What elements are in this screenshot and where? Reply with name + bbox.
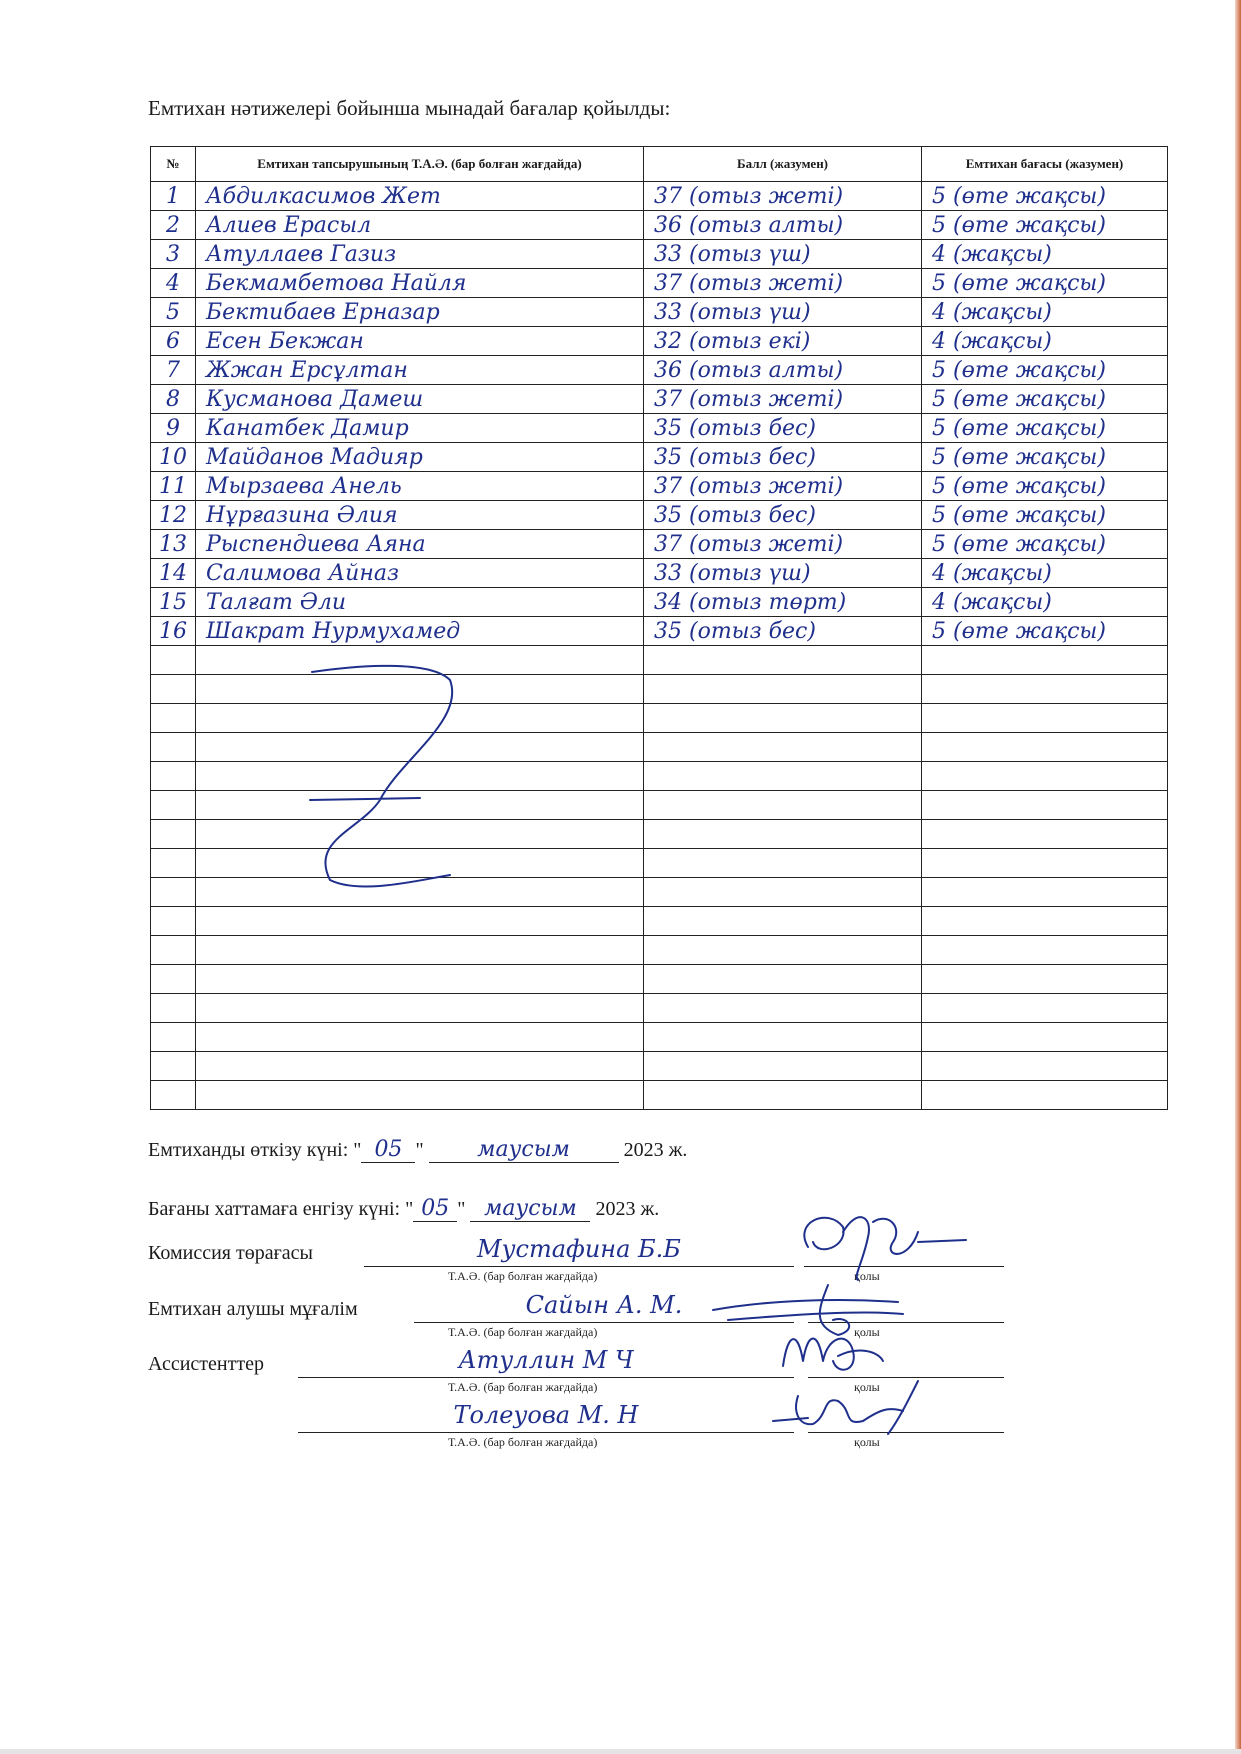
assistant2-signature-row [148,1398,1148,1458]
chair-name-caption: Т.А.Ә. (бар болған жағдайда) [448,1269,598,1283]
row-score-cell: 33 (отыз үш) [644,559,922,588]
row-grade-cell [922,1023,1168,1052]
row-name-cell: Жжан Ерсұлтан [196,356,644,385]
exam-date-year: 2023 ж. [623,1139,688,1161]
row-name-cell: Канатбек Дамир [196,414,644,443]
row-grade-cell [922,675,1168,704]
row-score-cell: 32 (отыз екі) [644,327,922,356]
row-no-cell: 9 [151,414,196,443]
row-no-cell [151,965,196,994]
row-no-cell: 15 [151,588,196,617]
row-grade-cell [922,878,1168,907]
row-score-cell: 35 (отыз бес) [644,414,922,443]
row-score-cell [644,1052,922,1081]
row-no-cell: 11 [151,472,196,501]
row-name-cell [196,1052,644,1081]
row-name-cell: Кусманова Дамеш [196,385,644,414]
row-no-cell: 14 [151,559,196,588]
row-grade-cell: 5 (өте жақсы) [922,182,1168,211]
row-score-cell [644,1023,922,1052]
row-no-cell [151,675,196,704]
exam-date-line [148,1138,687,1163]
assistant1-name-caption: Т.А.Ә. (бар болған жағдайда) [448,1380,598,1394]
row-no-cell [151,878,196,907]
row-grade-cell: 5 (өте жақсы) [922,530,1168,559]
entry-date-label: Бағаны хаттамаға енгізу күні: " [148,1198,414,1220]
row-grade-cell [922,994,1168,1023]
row-no-cell [151,733,196,762]
row-score-cell: 36 (отыз алты) [644,356,922,385]
exam-date-label: Емтиханды өткізу күні: " [148,1139,362,1161]
table-header-row [151,147,1168,182]
row-score-cell [644,646,922,675]
row-no-cell [151,820,196,849]
table-row [151,327,1168,356]
exam-date-month: маусым [429,1138,619,1163]
row-grade-cell: 4 (жақсы) [922,298,1168,327]
results-table [150,146,1168,1110]
row-grade-cell: 5 (өте жақсы) [922,501,1168,530]
row-no-cell: 12 [151,501,196,530]
row-score-cell: 37 (отыз жеті) [644,385,922,414]
table-row [151,1023,1168,1052]
row-grade-cell [922,849,1168,878]
intro-text: Емтихан нәтижелері бойынша мынадай бағалар қойылды: [148,96,671,120]
row-score-cell: 35 (отыз бес) [644,443,922,472]
table-row [151,298,1168,327]
table-row [151,530,1168,559]
exam-date-day: 05 [361,1138,415,1163]
row-no-cell: 10 [151,443,196,472]
cancellation-scribble [300,660,460,890]
row-grade-cell: 5 (өте жақсы) [922,443,1168,472]
table-row [151,182,1168,211]
table-row [151,501,1168,530]
assistant2-name: Толеуова М. Н [298,1398,794,1433]
row-grade-cell: 4 (жақсы) [922,327,1168,356]
row-grade-cell: 5 (өте жақсы) [922,472,1168,501]
table-row [151,356,1168,385]
examiner-sign-caption: қолы [854,1325,880,1339]
table-body [151,182,1168,1110]
row-score-cell: 37 (отыз жеті) [644,530,922,559]
row-name-cell: Бекмамбетова Найля [196,269,644,298]
row-no-cell: 2 [151,211,196,240]
row-grade-cell [922,907,1168,936]
row-name-cell: Шакрат Нурмухамед [196,617,644,646]
row-no-cell [151,1081,196,1110]
row-grade-cell [922,733,1168,762]
row-grade-cell [922,1052,1168,1081]
row-no-cell [151,994,196,1023]
page-edge-right [1235,0,1241,1754]
row-no-cell: 4 [151,269,196,298]
row-grade-cell: 4 (жақсы) [922,559,1168,588]
row-no-cell: 1 [151,182,196,211]
examiner-label: Емтихан алушы мұғалім [148,1298,358,1320]
row-grade-cell [922,965,1168,994]
row-score-cell: 33 (отыз үш) [644,298,922,327]
row-name-cell [196,994,644,1023]
entry-date-line [148,1197,659,1222]
table-row [151,965,1168,994]
row-score-cell [644,936,922,965]
entry-date-day: 05 [413,1197,457,1222]
row-score-cell [644,1081,922,1110]
assistant2-name-caption: Т.А.Ә. (бар болған жағдайда) [448,1435,598,1449]
row-grade-cell [922,704,1168,733]
row-score-cell: 35 (отыз бес) [644,501,922,530]
row-no-cell: 3 [151,240,196,269]
chair-sign-caption: қолы [854,1269,880,1283]
exam-date-sep: " [415,1139,424,1161]
row-name-cell: Бектибаев Ерназар [196,298,644,327]
row-name-cell: Рыспендиева Аяна [196,530,644,559]
row-name-cell: Майданов Мадияр [196,443,644,472]
assistant1-signature-row [148,1343,1148,1403]
row-no-cell: 7 [151,356,196,385]
assistant2-sign-caption: қолы [854,1435,880,1449]
row-score-cell [644,704,922,733]
table-row [151,385,1168,414]
examiner-name: Сайын А. М. [414,1288,794,1323]
row-score-cell [644,733,922,762]
assistants-label: Ассистенттер [148,1353,264,1375]
row-grade-cell: 5 (өте жақсы) [922,356,1168,385]
entry-date-month: маусым [470,1197,590,1222]
row-name-cell [196,1081,644,1110]
examiner-name-caption: Т.А.Ә. (бар болған жағдайда) [448,1325,598,1339]
row-score-cell [644,965,922,994]
row-no-cell: 13 [151,530,196,559]
examiner-signature-row [148,1288,1148,1348]
table-row [151,472,1168,501]
row-score-cell [644,878,922,907]
table-row [151,994,1168,1023]
row-name-cell: Алиев Ерасыл [196,211,644,240]
chair-signature-row [148,1232,1148,1292]
assistant1-signature-icon [778,1321,888,1381]
header-name: Емтихан тапсырушының Т.А.Ә. (бар болған жағдайда) [196,147,644,182]
header-grade: Емтихан бағасы (жазумен) [922,147,1168,182]
table-row [151,414,1168,443]
row-score-cell: 33 (отыз үш) [644,240,922,269]
row-score-cell [644,849,922,878]
row-name-cell: Есен Бекжан [196,327,644,356]
row-no-cell [151,1023,196,1052]
row-grade-cell [922,820,1168,849]
row-name-cell: Мырзаева Анель [196,472,644,501]
table-row [151,211,1168,240]
row-score-cell [644,791,922,820]
row-name-cell: Нұрғазина Әлия [196,501,644,530]
chair-name: Мустафина Б.Б [364,1232,794,1267]
table-row [151,1052,1168,1081]
assistant1-sign-caption: қолы [854,1380,880,1394]
table-row [151,588,1168,617]
row-grade-cell [922,1081,1168,1110]
row-no-cell [151,849,196,878]
row-grade-cell: 4 (жақсы) [922,240,1168,269]
page-edge-bottom [0,1749,1241,1754]
row-grade-cell [922,791,1168,820]
row-score-cell [644,762,922,791]
row-no-cell [151,646,196,675]
row-score-cell: 37 (отыз жеті) [644,472,922,501]
row-grade-cell: 4 (жақсы) [922,588,1168,617]
row-no-cell: 8 [151,385,196,414]
row-grade-cell: 5 (өте жақсы) [922,617,1168,646]
row-no-cell [151,1052,196,1081]
table-row [151,559,1168,588]
header-score: Балл (жазумен) [644,147,922,182]
row-name-cell: Салимова Айназ [196,559,644,588]
table-row [151,240,1168,269]
row-score-cell: 34 (отыз төрт) [644,588,922,617]
row-score-cell [644,994,922,1023]
row-no-cell: 16 [151,617,196,646]
assistant1-name: Атуллин М Ч [298,1343,794,1378]
row-name-cell [196,1023,644,1052]
chair-signature-icon [788,1202,968,1282]
row-grade-cell: 5 (өте жақсы) [922,211,1168,240]
row-name-cell [196,965,644,994]
row-no-cell [151,762,196,791]
row-no-cell: 6 [151,327,196,356]
row-name-cell [196,936,644,965]
row-no-cell [151,704,196,733]
row-grade-cell: 5 (өте жақсы) [922,414,1168,443]
chair-label: Комиссия төрағасы [148,1242,313,1264]
row-name-cell: Талғат Әли [196,588,644,617]
table-row [151,269,1168,298]
row-score-cell: 37 (отыз жеті) [644,269,922,298]
entry-date-sep: " [457,1198,466,1220]
row-grade-cell [922,762,1168,791]
row-name-cell: Абдилкасимов Жет [196,182,644,211]
table-row [151,443,1168,472]
row-no-cell [151,936,196,965]
row-grade-cell [922,646,1168,675]
assistant2-signature-icon [768,1376,948,1436]
row-grade-cell: 5 (өте жақсы) [922,385,1168,414]
entry-date-year: 2023 ж. [595,1198,660,1220]
row-name-cell [196,907,644,936]
row-no-cell: 5 [151,298,196,327]
row-grade-cell [922,936,1168,965]
row-no-cell [151,907,196,936]
row-score-cell [644,820,922,849]
row-score-cell: 35 (отыз бес) [644,617,922,646]
table-row [151,907,1168,936]
row-score-cell: 36 (отыз алты) [644,211,922,240]
row-no-cell [151,791,196,820]
table-row [151,617,1168,646]
row-score-cell [644,907,922,936]
row-grade-cell: 5 (өте жақсы) [922,269,1168,298]
table-row [151,936,1168,965]
row-score-cell [644,675,922,704]
table-row [151,1081,1168,1110]
header-no: № [151,147,196,182]
row-score-cell: 37 (отыз жеті) [644,182,922,211]
row-name-cell: Атуллаев Газиз [196,240,644,269]
